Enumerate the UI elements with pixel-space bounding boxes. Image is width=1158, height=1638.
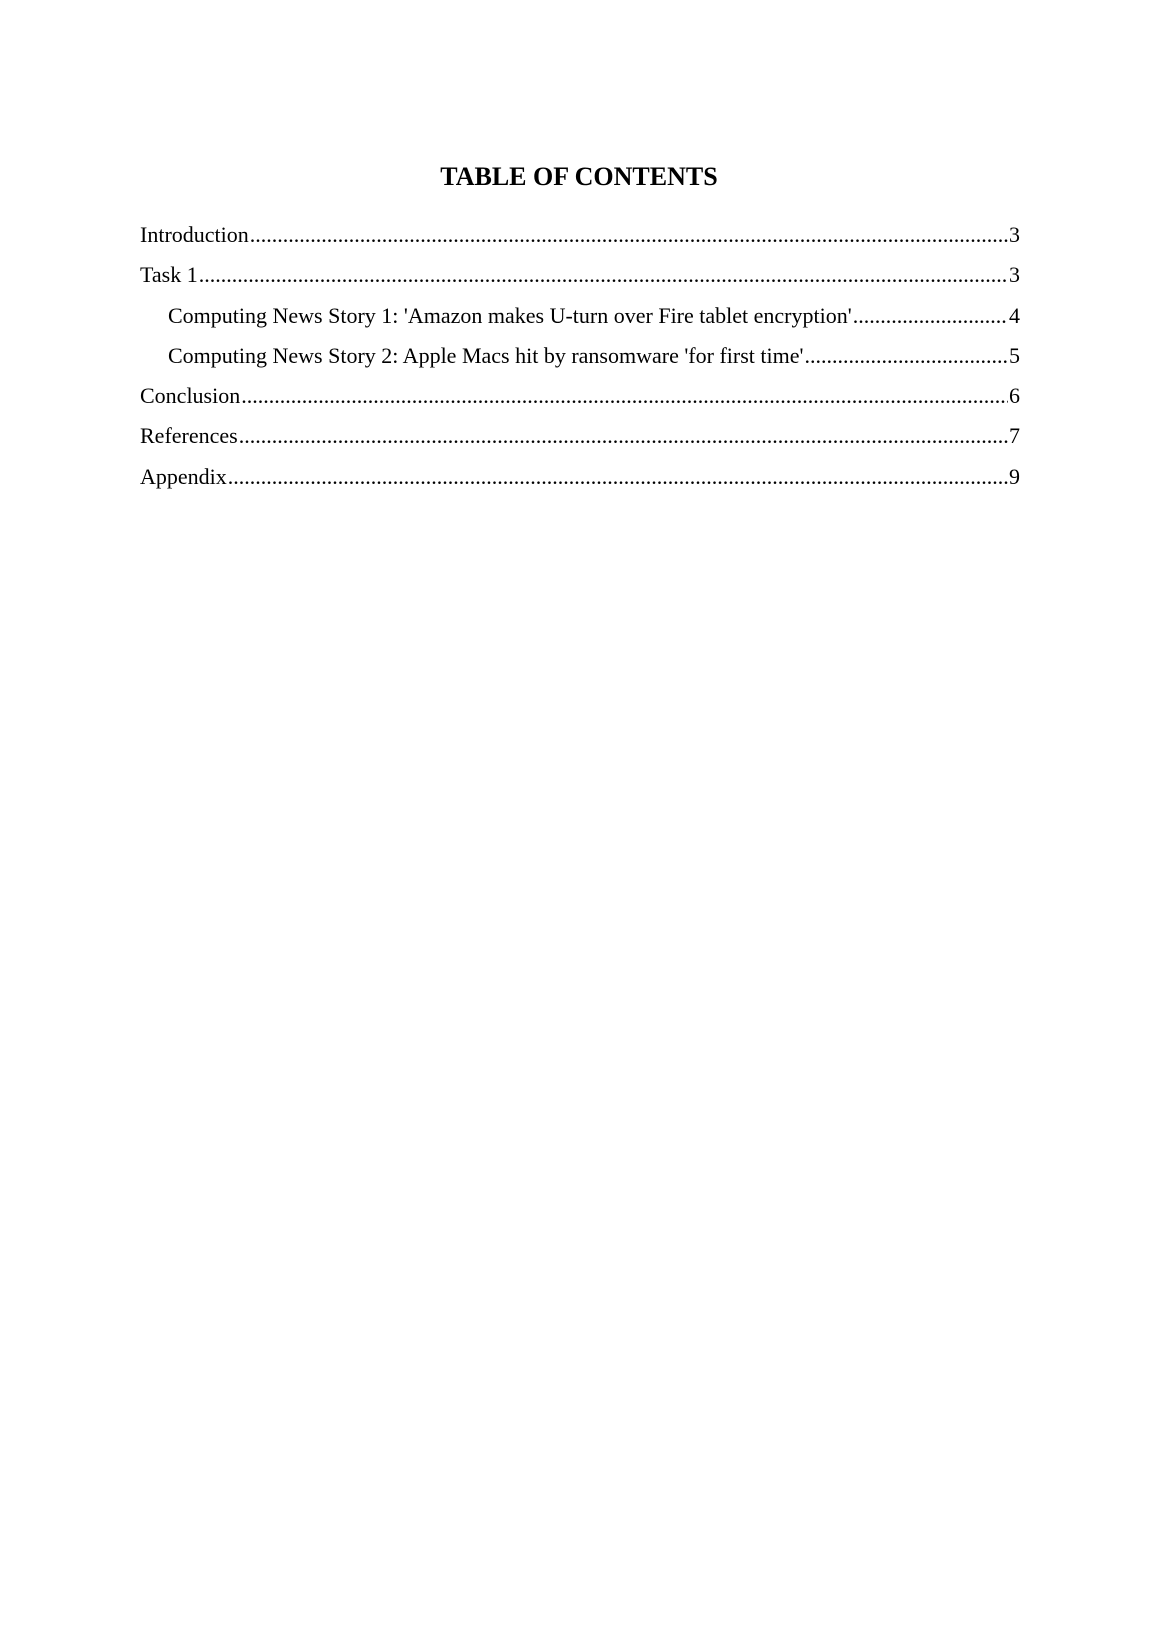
toc-entry-introduction[interactable] — [140, 220, 1020, 260]
toc-entry-news-story-1[interactable] — [140, 301, 1020, 341]
toc-entry-page-number: 3 — [1009, 222, 1020, 247]
toc-entry-label: Computing News Story 1: 'Amazon makes U-turn over Fire tablet encryption' — [168, 302, 852, 328]
toc-entry-label: Computing News Story 2: Apple Macs hit by ransomware 'for first time' — [168, 342, 804, 368]
toc-entry-page-number: 4 — [1009, 302, 1020, 328]
toc-heading: TABLE OF CONTENTS — [440, 162, 718, 191]
toc-entry-label: Task 1 — [140, 262, 198, 288]
toc-entry-label: Appendix — [140, 463, 227, 489]
table-of-contents — [140, 220, 1020, 502]
toc-dot-leader — [199, 260, 1008, 290]
toc-entry-page-number: 3 — [1009, 262, 1020, 288]
toc-entry-conclusion[interactable] — [140, 381, 1020, 421]
toc-dot-leader — [853, 301, 1008, 331]
toc-entry-news-story-2[interactable] — [140, 341, 1020, 381]
toc-dot-leader — [250, 220, 1008, 250]
toc-entry-appendix[interactable] — [140, 462, 1020, 502]
toc-entry-page-number: 7 — [1009, 423, 1020, 449]
toc-dot-leader — [241, 381, 1008, 411]
toc-dot-leader — [804, 341, 1008, 371]
toc-entry-label: Introduction — [140, 222, 249, 247]
toc-entry-page-number: 6 — [1009, 383, 1020, 409]
toc-dot-leader — [228, 462, 1008, 492]
toc-dot-leader — [239, 421, 1008, 451]
toc-entry-task-1[interactable] — [140, 260, 1020, 300]
toc-entry-label: References — [140, 423, 238, 449]
toc-entry-page-number: 9 — [1009, 463, 1020, 489]
toc-entry-references[interactable] — [140, 421, 1020, 461]
toc-entry-label: Conclusion — [140, 383, 241, 409]
toc-entry-page-number: 5 — [1009, 342, 1020, 368]
